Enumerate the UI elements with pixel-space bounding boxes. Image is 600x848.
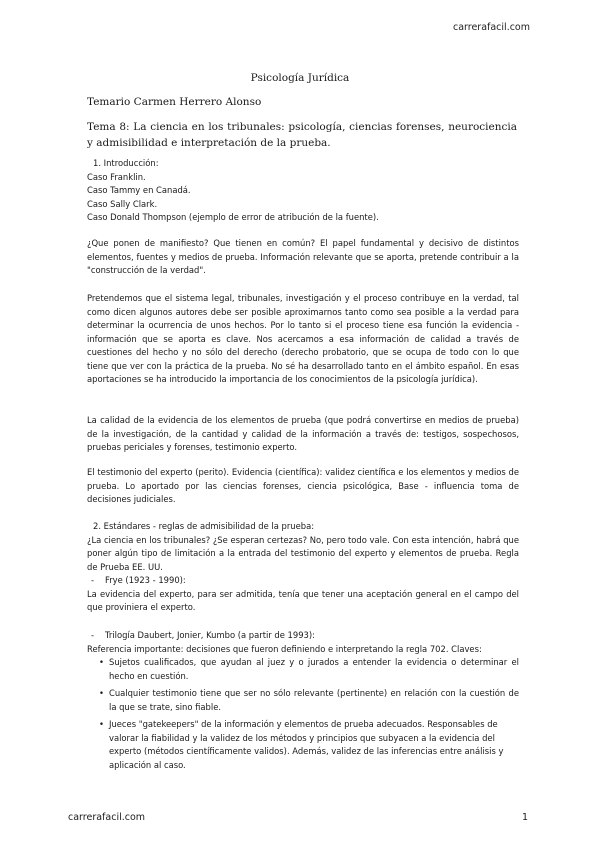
paragraph-text: Pretendemos que el sistema legal, tribunales, investigación y el proceso contribuye en la verdad, tal como dicen algunos autores debe ser posible aproximarnos tanto como sea posible a la verdad para determinar la ocurrencia de unos hechos. Por lo tanto si el proceso tiene esa función la evidencia - información que se aporta es clave. Nos acercamos a esa información de calidad a través de cuestiones del hecho y no sólo del derecho (derecho probatorio, que se ocupa de todo con lo que tiene que ver con la práctica de la prueba. No sé ha desarrollado tanto en el ámbito español. En esas aportaciones se ha introducido la importancia de los conocimientos de la psicología jurídica). [87,293,519,384]
list-item [87,629,519,643]
list-item-text: Frye (1923 - 1990): [105,575,186,585]
topic-heading: Tema 8: La ciencia en los tribunales: psicología, ciencias forenses, neurociencia y admisibilidad e interpretación de la prueba. [87,121,517,149]
paragraph [87,414,519,455]
case-item: Caso Sally Clark. [87,198,158,209]
document-title: Psicología Jurídica [250,72,350,84]
list-item-text: Trilogía Daubert, Jonier, Kumbo (a partir de 1993): [105,630,315,640]
bullet-marker: • [99,657,104,667]
bullet-item [87,718,519,772]
bullet-text: Sujetos cualificados, que ayudan al juez y o jurados a entender la evidencia o determinar el hecho en cuestión. [109,657,519,681]
bullet-text: Jueces "gatekeepers" de la información y elementos de prueba adecuados. Responsables de valorar la fiabilidad y la validez de los métodos y principios que subyacen a la evidencia del experto (métodos científicamente validos). Además, validez de las inferencias entre análisis y aplicación al caso. [109,719,504,770]
list-item [87,574,519,588]
bullet-marker: • [99,719,104,729]
document-author: Temario Carmen Herrero Alonso [87,96,262,108]
bullet-text: Cualquier testimonio tiene que ser no sólo relevante (pertinente) en relación con la cuestión de la que se trate, sino fiable. [109,688,519,712]
dash-marker: - [91,630,95,640]
paragraph-text: El testimonio del experto (perito). Evidencia (científica): validez científica e los elementos y medios de prueba. Lo aportado por las ciencias forenses, ciencia psicológica, Base - influencia toma de decisiones judiciales. [87,467,519,504]
paragraph [87,237,519,278]
case-item: Caso Franklin. [87,171,146,182]
paragraph-text: ¿La ciencia en los tribunales? ¿Se esperan certezas? No, pero todo vale. Con esta intención, habrá que poner algún tipo de limitación a la entrada del testimonio del experto y elementos de prueba. Regla de Prueba EE. UU. [87,534,519,572]
paragraph [87,466,519,507]
paragraph-text: Referencia importante: decisiones que fueron definiendo e interpretando la regla 702. Claves: [87,643,482,654]
section-daubert [87,629,519,772]
section-introduction [87,157,519,225]
paragraph-text: La calidad de la evidencia de los elementos de prueba (que podrá convertirse en medios de prueba) de la investigación, de la cantidad y calidad de la información a través de: testigos, sospechosos, pruebas periciales y forenses, testimonio experto. [87,415,519,452]
section-heading: 1. Introducción: [93,158,159,168]
case-item: Caso Tammy en Canadá. [87,185,191,195]
section-heading: 2. Estándares - reglas de admisibilidad de la prueba: [93,521,315,531]
dash-marker: - [91,575,95,585]
header-site: carrerafacil.com [452,22,530,33]
case-item: Caso Donald Thompson (ejemplo de error de atribución de la fuente). [87,212,379,222]
paragraph-text: ¿Que ponen de manifiesto? Que tienen en común? El papel fundamental y decisivo de distintos elementos, fuentes y medios de prueba. Información relevante que se aporta, pretende contribuir a la "construcción de la verdad". [87,238,519,275]
section-standards [87,520,519,615]
footer-site: carrerafacil.com [68,812,146,823]
bullet-item [87,656,519,683]
paragraph [87,292,519,387]
page-number: 1 [522,812,529,823]
bullet-item [87,687,519,714]
paragraph-text: La evidencia del experto, para ser admitida, tenía que tener una aceptación general en el campo del que proviniera el experto. [87,588,519,612]
bullet-marker: • [99,688,104,698]
